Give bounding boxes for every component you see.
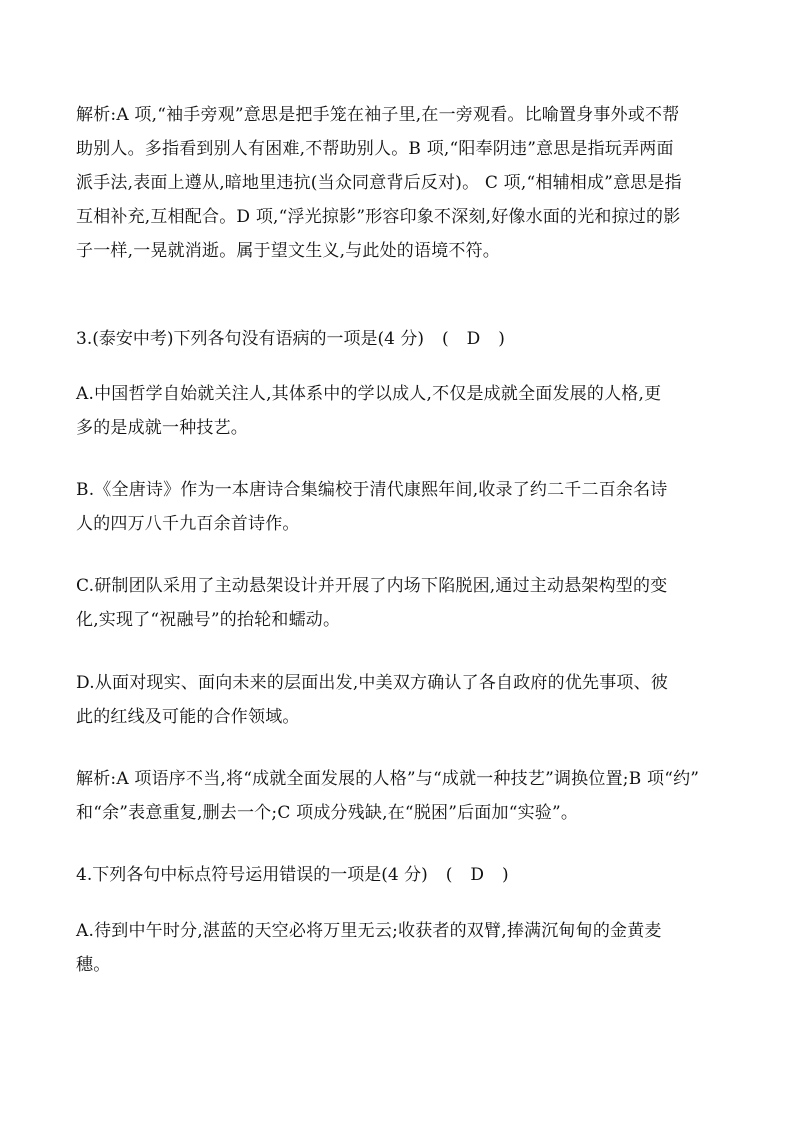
question-3-option-c [76, 569, 726, 637]
answer-letter: D [470, 865, 484, 885]
text-line: 人的四万八千九百余首诗作。 [76, 514, 300, 534]
text-line: D.从面对现实、面向未来的层面出发,中美双方确认了各自政府的优先事项、彼 [76, 673, 669, 693]
text-line: 化,实现了“祝融号”的抬轮和蠕动。 [76, 610, 341, 630]
text-line: C.研制团队采用了主动悬架设计并开展了内场下陷脱困,通过主动悬架构型的变 [76, 576, 668, 596]
question-text: 3.(泰安中考)下列各句没有语病的一项是(4 分) [76, 329, 424, 349]
answer-bracket: ( D ) [446, 858, 509, 892]
text-line: 互相补充,互相配合。D 项,“浮光掠影”形容印象不深刻,好像水面的光和掠过的影 [76, 207, 681, 227]
answer-bracket: ( D ) [442, 322, 505, 356]
question-3-stem [76, 322, 726, 356]
question-text: 4.下列各句中标点符号运用错误的一项是(4 分) [76, 865, 428, 885]
text-line: B.《全唐诗》作为一本唐诗合集编校于清代康熙年间,收录了约二千二百余名诗 [76, 480, 668, 500]
question-4-stem [76, 858, 726, 892]
text-line: 和“余”表意重复,删去一个;C 项成分残缺,在“脱困”后面加“实验”。 [76, 803, 579, 823]
question-4-option-a [76, 914, 726, 982]
text-line: 穗。 [76, 955, 111, 975]
text-line: A.待到中午时分,湛蓝的天空必将万里无云;收获者的双臂,捧满沉甸甸的金黄麦 [76, 921, 662, 941]
text-line: 解析:A 项,“袖手旁观”意思是把手笼在袖子里,在一旁观看。比喻置身事外或不帮 [76, 105, 680, 125]
question-3-option-d [76, 666, 726, 734]
analysis-paragraph-q3 [76, 762, 726, 830]
text-line: 多的是成就一种技艺。 [76, 418, 248, 438]
question-3-option-a [76, 377, 726, 445]
text-line: 派手法,表面上遵从,暗地里违抗(当众同意背后反对)。 C 项,“相辅相成”意思是指 [76, 173, 682, 193]
text-line: A.中国哲学自始就关注人,其体系中的学以成人,不仅是成就全面发展的人格,更 [76, 384, 662, 404]
question-3-option-b [76, 473, 726, 541]
text-line: 解析:A 项语序不当,将“成就全面发展的人格”与“成就一种技艺”调换位置;B 项“约” [76, 769, 700, 789]
text-line: 子一样,一晃就消逝。属于望文生义,与此处的语境不符。 [76, 241, 501, 261]
text-line: 此的红线及可能的合作领域。 [76, 707, 300, 727]
analysis-paragraph-q2 [76, 98, 726, 268]
text-line: 助别人。多指看到别人有困难,不帮助别人。B 项,“阳奉阴违”意思是指玩弄两面 [76, 139, 674, 159]
answer-letter: D [466, 329, 481, 349]
